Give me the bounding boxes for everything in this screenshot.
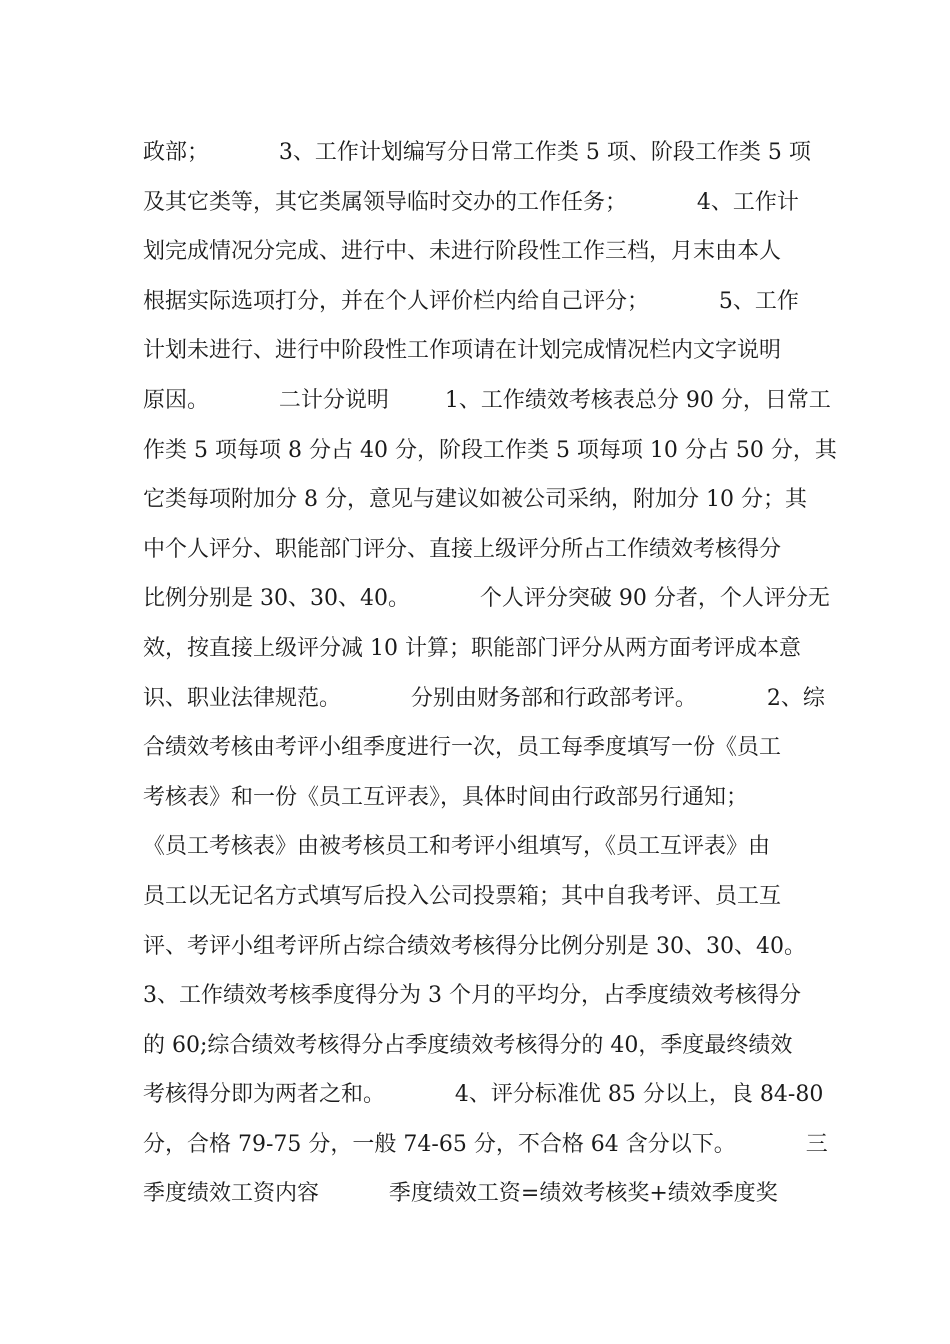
text-line: 划完成情况分完成、进行中、未进行阶段性工作三档，月末由本人 <box>143 239 782 265</box>
text-line: 季度绩效工资内容 季度绩效工资=绩效考核奖+绩效季度奖 <box>143 1181 778 1207</box>
text-line: 的 60;综合绩效考核得分占季度绩效考核得分的 40，季度最终绩效 <box>143 1032 793 1058</box>
text-line: 根据实际选项打分，并在个人评价栏内给自己评分； 5、工作 <box>143 288 799 314</box>
text-line: 中个人评分、职能部门评分、直接上级评分所占工作绩效考核得分 <box>143 536 782 562</box>
body-text <box>143 128 837 1219</box>
text-line: 评、考评小组考评所占综合绩效考核得分比例分别是 30、30、40。 <box>143 933 806 959</box>
text-line: 它类每项附加分 8 分，意见与建议如被公司采纳，附加分 10 分；其 <box>143 487 807 513</box>
text-line: 3、工作绩效考核季度得分为 3 个月的平均分，占季度绩效考核得分 <box>143 983 801 1009</box>
text-line: 比例分别是 30、30、40。 个人评分突破 90 分者，个人评分无 <box>143 586 830 612</box>
text-line: 效，按直接上级评分减 10 计算；职能部门评分从两方面考评成本意 <box>143 635 801 661</box>
text-line: 计划未进行、进行中阶段性工作项请在计划完成情况栏内文字说明 <box>143 338 782 364</box>
text-line: 分，合格 79-75 分，一般 74-65 分，不合格 64 含分以下。 三 <box>143 1131 828 1157</box>
text-line: 原因。 二计分说明 1、工作绩效考核表总分 90 分，日常工 <box>143 387 831 413</box>
text-line: 及其它类等，其它类属领导临时交办的工作任务； 4、工作计 <box>143 189 799 215</box>
text-line: 政部； 3、工作计划编写分日常工作类 5 项、阶段工作类 5 项 <box>143 140 811 165</box>
text-line: 考核表》和一份《员工互评表》，具体时间由行政部另行通知； <box>143 784 749 810</box>
text-line: 员工以无记名方式填写后投入公司投票箱；其中自我考评、员工互 <box>143 883 782 909</box>
text-line: 识、职业法律规范。 分别由财务部和行政部考评。 2、综 <box>143 685 825 711</box>
text-line: 《员工考核表》由被考核员工和考评小组填写，《员工互评表》由 <box>143 834 771 860</box>
text-line: 合绩效考核由考评小组季度进行一次，员工每季度填写一份《员工 <box>143 735 782 761</box>
text-line: 考核得分即为两者之和。 4、评分标准优 85 分以上，良 84-80 <box>143 1082 824 1108</box>
text-line: 作类 5 项每项 8 分占 40 分，阶段工作类 5 项每项 10 分占 50 分，其 <box>143 437 837 463</box>
